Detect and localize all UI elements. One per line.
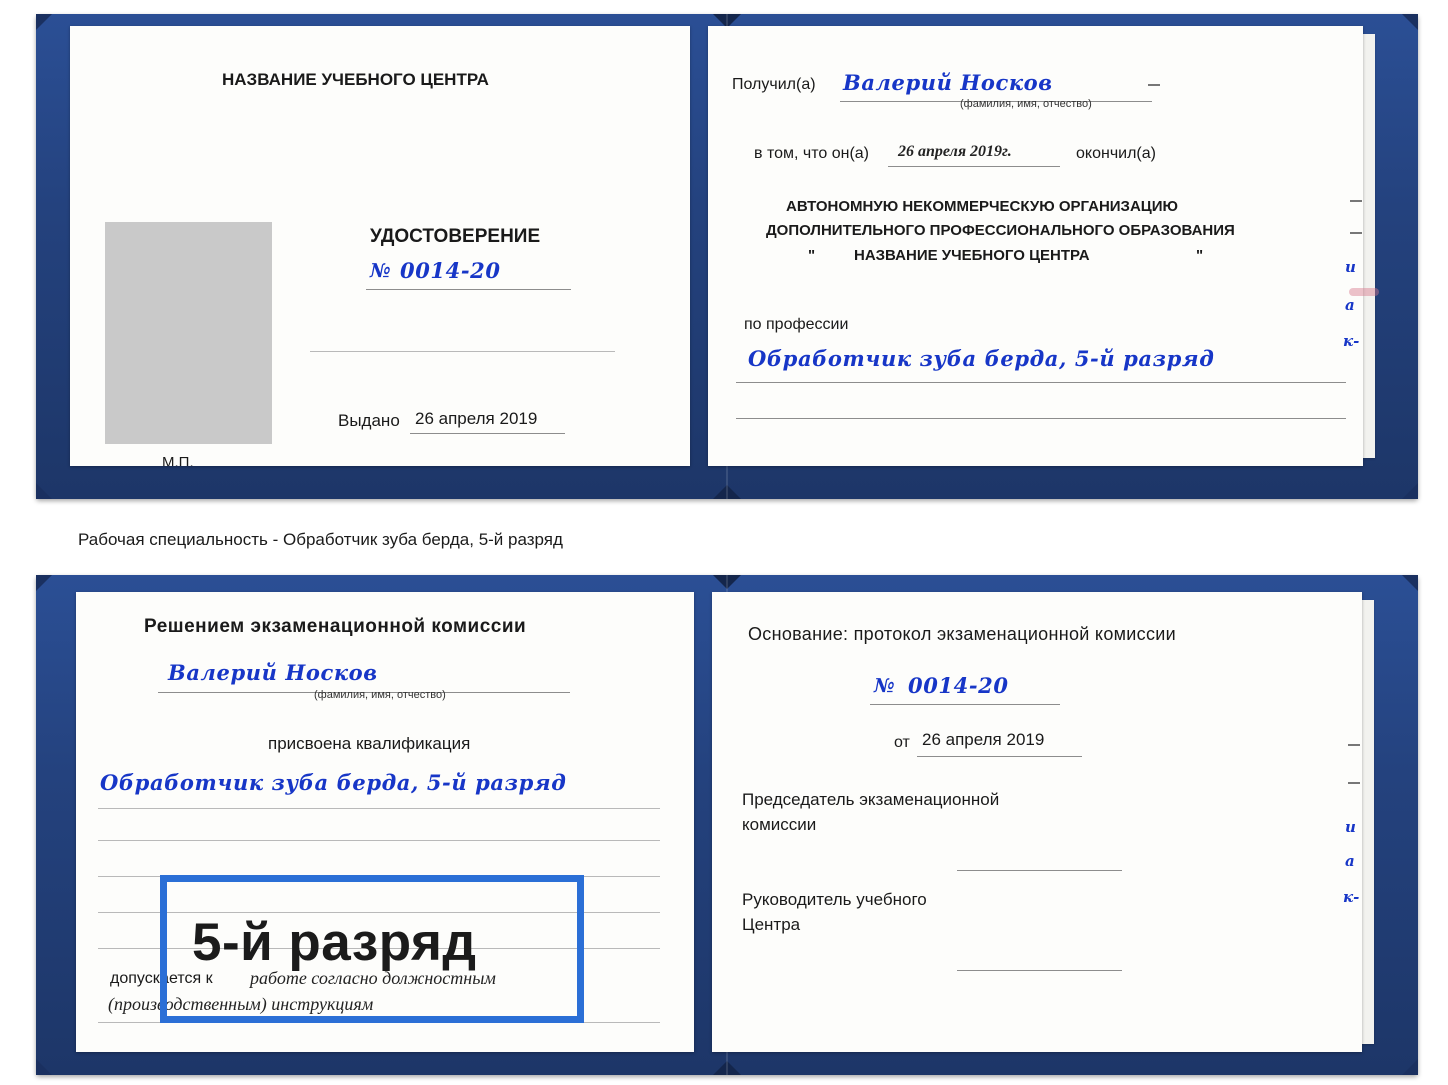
received-name: Валерий Носков — [843, 70, 1053, 95]
top-left-page — [70, 26, 690, 466]
blank-line — [98, 840, 660, 841]
quote-open: " — [808, 247, 816, 264]
edge-dash-icon — [1148, 84, 1160, 86]
blank-line — [98, 808, 660, 809]
issued-label: Выдано — [338, 411, 400, 430]
that-date: 26 апреля 2019г. — [898, 143, 1012, 160]
issued-date: 26 апреля 2019 — [415, 409, 538, 428]
cover-corner-icon — [1402, 575, 1418, 591]
highlight-label: 5-й разряд — [192, 913, 477, 972]
name-hint: (фамилия, имя, отчество) — [314, 689, 446, 701]
number-symbol: № — [370, 260, 392, 282]
organization-line-3: НАЗВАНИЕ УЧЕБНОГО ЦЕНТРА — [854, 247, 1090, 264]
cover-corner-icon — [36, 575, 52, 591]
head-label-line-1: Руководитель учебного — [742, 890, 927, 909]
admitted-value-line-1: работе согласно должностным — [250, 968, 496, 988]
page-edge-fragment: к- — [1343, 332, 1360, 350]
page-edge-fragment: а — [1345, 296, 1355, 314]
student-name: Валерий Носков — [168, 660, 378, 685]
decision-heading: Решением экзаменационной комиссии — [144, 616, 527, 637]
photo-placeholder — [105, 222, 272, 444]
chairman-label-line-1: Председатель экзаменационной — [742, 790, 1000, 809]
cover-corner-icon — [36, 14, 52, 30]
training-center-name: НАЗВАНИЕ УЧЕБНОГО ЦЕНТРА — [222, 70, 489, 89]
admitted-value-line-2: (производственным) инструкциям — [108, 994, 374, 1014]
name-hint: (фамилия, имя, отчество) — [960, 98, 1092, 110]
spine-notch-bottom-icon — [713, 1061, 741, 1075]
document-title: УДОСТОВЕРЕНИЕ — [370, 226, 541, 247]
cover-corner-icon — [36, 1059, 52, 1075]
page-edge-fragment: к- — [1343, 888, 1360, 906]
page-edge-stack — [1362, 600, 1374, 1044]
page-edge-fragment: и — [1345, 258, 1356, 276]
chairman-label-line-2: комиссии — [742, 815, 817, 834]
seal-label: М.П. — [162, 454, 194, 466]
edge-dash-icon — [1350, 200, 1362, 202]
spine-notch-bottom-icon — [713, 485, 741, 499]
edge-dash-icon — [1348, 782, 1360, 784]
finished-label: окончил(а) — [1076, 145, 1156, 162]
cover-corner-icon — [1402, 1059, 1418, 1075]
page-edge-fragment: и — [1345, 818, 1356, 836]
spine-notch-top-icon — [713, 575, 741, 589]
qualification-value: Обработчик зуба берда, 5-й разряд — [100, 770, 567, 795]
bottom-right-page — [712, 592, 1362, 1052]
quote-close: " — [1196, 247, 1204, 264]
stamp-fragment — [1349, 288, 1379, 296]
profession-label: по профессии — [744, 316, 849, 333]
head-label-line-2: Центра — [742, 915, 801, 934]
protocol-number: 0014-20 — [908, 673, 1009, 698]
received-label: Получил(а) — [732, 76, 816, 93]
protocol-date-label: от — [894, 734, 910, 751]
protocol-number-underline — [870, 704, 1060, 705]
page-caption: Рабочая специальность - Обработчик зуба берда, 5-й разряд — [78, 530, 563, 549]
that-label: в том, что он(а) — [754, 145, 869, 162]
certificate-number: 0014-20 — [400, 258, 501, 283]
issued-date-underline — [410, 433, 565, 434]
edge-dash-icon — [1350, 232, 1362, 234]
edge-dash-icon — [1348, 744, 1360, 746]
admitted-label: допускается к — [110, 970, 213, 987]
chairman-signature-line — [957, 870, 1122, 871]
profession-underline-1 — [736, 382, 1346, 383]
qualification-label: присвоена квалификация — [268, 734, 471, 753]
cover-corner-icon — [36, 483, 52, 499]
organization-line-2: ДОПОЛНИТЕЛЬНОГО ПРОФЕССИОНАЛЬНОГО ОБРАЗОВАНИЯ — [766, 222, 1235, 239]
page-edge-stack — [1363, 34, 1375, 458]
top-right-page — [708, 26, 1363, 466]
protocol-date-underline — [917, 756, 1082, 757]
protocol-date: 26 апреля 2019 — [922, 730, 1045, 749]
page-edge-fragment: а — [1345, 852, 1355, 870]
profession-value: Обработчик зуба берда, 5-й разряд — [748, 346, 1215, 371]
organization-line-1: АВТОНОМНУЮ НЕКОММЕРЧЕСКУЮ ОРГАНИЗАЦИЮ — [786, 198, 1178, 215]
that-date-underline — [888, 166, 1060, 167]
head-signature-line — [957, 970, 1122, 971]
blank-line — [310, 351, 615, 352]
profession-underline-2 — [736, 418, 1346, 419]
protocol-number-symbol: № — [874, 675, 896, 697]
cover-corner-icon — [1402, 483, 1418, 499]
number-underline — [366, 289, 571, 290]
cover-corner-icon — [1402, 14, 1418, 30]
basis-label: Основание: протокол экзаменационной комиссии — [748, 624, 1176, 644]
